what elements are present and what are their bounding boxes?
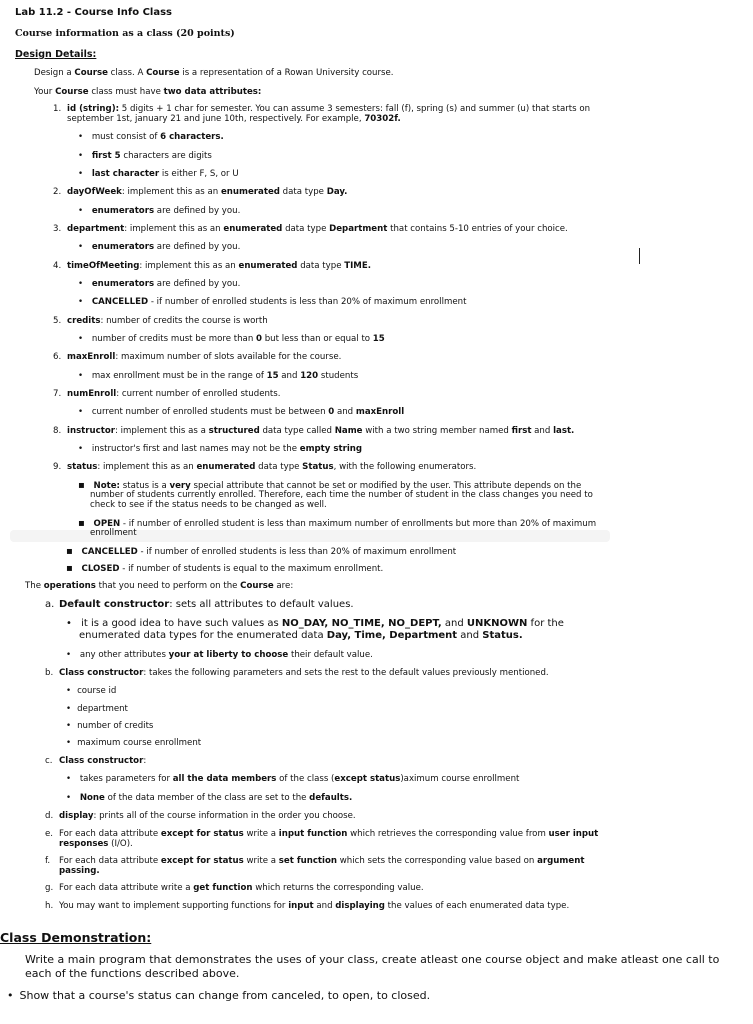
attr-id-cont: september 1st, january 21 and june 10th, respectively. For example, 70302f.	[67, 114, 401, 124]
op-display: d. display: prints all of the course information in the order you choose.	[45, 811, 356, 821]
attr-num-enroll: 7. numEnroll: current number of enrolled students.	[53, 389, 281, 399]
class-demonstration-text: Write a main program that demonstrates the uses of your class, create atleast one course object and make atleast one call to each of the functions described above.	[25, 953, 720, 980]
operations-intro: The operations that you need to perform on the Course are:	[25, 581, 294, 591]
attr-day-bullet-1: • enumerators are defined by you.	[78, 206, 240, 217]
op-default-bullet-1: • it is a good idea to have such values as NO_DAY, NO_TIME, NO_DEPT, and UNKNOWN for the	[66, 618, 564, 631]
status-note-cont-2: check to see if the status needs to be changed as well.	[90, 500, 327, 510]
op-set-functions-cont: passing.	[59, 866, 100, 876]
page-subtitle: Course information as a class (20 points)	[15, 28, 235, 39]
attr-max-enroll: 6. maxEnroll: maximum number of slots available for the course.	[53, 352, 342, 362]
class-demonstration-heading: Class Demonstration:	[0, 930, 152, 945]
attr-day: 2. dayOfWeek: implement this as an enumerated data type Day.	[53, 187, 348, 197]
op-input-functions-cont: responses (I/O).	[59, 839, 133, 849]
text-cursor	[639, 248, 640, 264]
attr-id-bullet-3: • last character is either F, S, or U	[78, 169, 239, 180]
status-note-cont-1: number of students currently enrolled. Therefore, each time the number of student in the class changes you need to	[90, 490, 593, 500]
attr-department: 3. department: implement this as an enumerated data type Department that contains 5-10 entries of your choice.	[53, 224, 568, 234]
attr-department-bullet-1: • enumerators are defined by you.	[78, 242, 240, 253]
op-get-functions: g. For each data attribute write a get function which returns the corresponding value.	[45, 883, 424, 893]
op-b-item: • department	[66, 704, 128, 715]
intro-line-1: Design a Course class. A Course is a representation of a Rowan University course.	[34, 68, 394, 78]
attr-num-enroll-bullet-1: • current number of enrolled students must be between 0 and maxEnroll	[78, 407, 404, 418]
page-title: Lab 11.2 - Course Info Class	[15, 7, 172, 18]
op-class-constructor-b: b. Class constructor: takes the following parameters and sets the rest to the default values previously mentioned.	[45, 668, 549, 678]
design-details-heading: Design Details:	[15, 49, 97, 60]
op-b-item: • maximum course enrollment	[66, 738, 201, 749]
attr-instructor: 8. instructor: implement this as a structured data type called Name with a two string member named first and last.	[53, 426, 575, 436]
attr-instructor-bullet-1: • instructor's first and last names may not be the empty string	[78, 444, 362, 455]
status-cancelled: ▪ CANCELLED - if number of enrolled students is less than 20% of maximum enrollment	[66, 546, 456, 559]
attr-time: 4. timeOfMeeting: implement this as an enumerated data type TIME.	[53, 261, 371, 271]
attr-id-bullet-2: • first 5 characters are digits	[78, 151, 212, 162]
attr-credits-bullet-1: • number of credits must be more than 0 but less than or equal to 15	[78, 334, 385, 345]
op-input-functions: e. For each data attribute except for status write a input function which retrieves the corresponding value from user input	[45, 829, 599, 839]
op-c-bullet-2: • None of the data member of the class are set to the defaults.	[66, 793, 352, 804]
op-b-item: • number of credits	[66, 721, 153, 732]
op-c-bullet-1: • takes parameters for all the data members of the class (except status)aximum course enrollment	[66, 774, 519, 785]
intro-line-2: Your Course class must have two data attributes:	[34, 87, 262, 97]
status-open-cont: enrollment	[90, 528, 137, 538]
op-default-bullet-2: • any other attributes your at liberty to choose their default value.	[66, 650, 373, 661]
status-open: ▪ OPEN - if number of enrolled student is less than maximum number of enrollments but more than 20% of maximum	[78, 518, 596, 531]
attr-time-bullet-1: • enumerators are defined by you.	[78, 279, 240, 290]
op-set-functions: f. For each data attribute except for status write a set function which sets the corresponding value based on argument	[45, 856, 585, 866]
attr-credits: 5. credits: number of credits the course is worth	[53, 316, 268, 326]
attr-id: 1. id (string): 5 digits + 1 char for semester. You can assume 3 semesters: fall (f), spring (s) and summer (u) that starts on	[53, 104, 591, 114]
op-b-item: • course id	[66, 686, 116, 697]
op-default-bullet-1-cont: enumerated data types for the enumerated data Day, Time, Department and Status.	[79, 630, 523, 641]
class-demonstration-bullet: • Show that a course's status can change from canceled, to open, to closed.	[7, 989, 430, 1003]
status-note: ▪ Note: status is a very special attribute that cannot be set or modified by the user. This attribute depends on the	[78, 480, 581, 493]
op-supporting-functions: h. You may want to implement supporting functions for input and displaying the values of each enumerated data type.	[45, 901, 570, 911]
status-closed: ▪ CLOSED - if number of students is equal to the maximum enrollment.	[66, 563, 383, 576]
op-class-constructor-c: c. Class constructor:	[45, 756, 147, 766]
attr-time-bullet-2: • CANCELLED - if number of enrolled students is less than 20% of maximum enrollment	[78, 297, 466, 308]
op-default-constructor: a. Default constructor: sets all attributes to default values.	[45, 599, 354, 610]
attr-status: 9. status: implement this as an enumerated data type Status, with the following enumerators.	[53, 462, 477, 472]
attr-id-bullet-1: • must consist of 6 characters.	[78, 132, 224, 143]
attr-max-enroll-bullet-1: • max enrollment must be in the range of 15 and 120 students	[78, 371, 358, 382]
